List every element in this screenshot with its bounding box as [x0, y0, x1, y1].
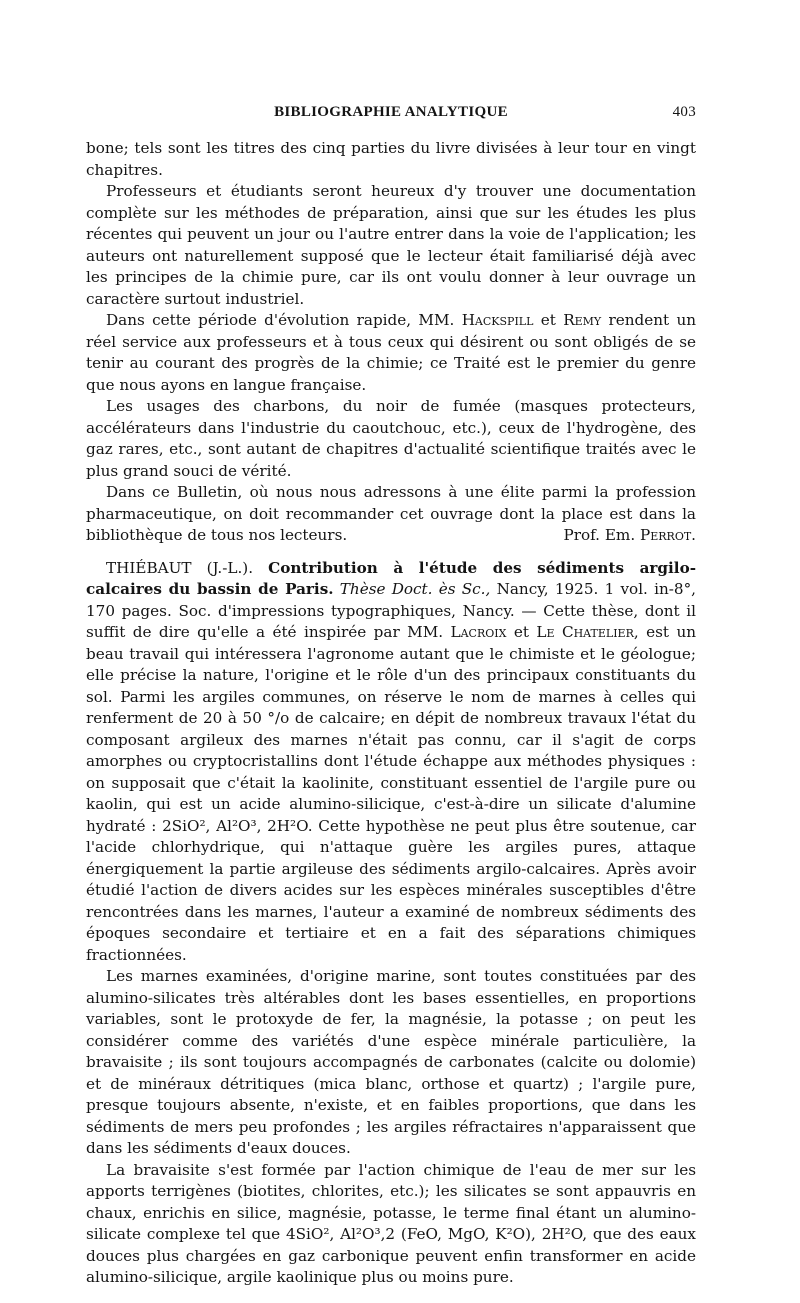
review2-thesis: Thèse Doct. ès Sc., — [339, 580, 491, 598]
review2-title: Contribution à l'étude des sédiments argilo-calcaires du bassin de Paris. — [86, 558, 697, 598]
review1-paragraph-4: Les usages des charbons, du noir de fumée (masques protecteurs, accélérateurs dans l'industrie du caoutchouc, etc.), ceux de l'hydrogène, des gaz rares, etc., sont autant de chapitres d'actualité scientifique traités avec le plus grand souci de vérité. — [86, 397, 696, 480]
signature-prefix: Prof. Em. — [563, 526, 636, 544]
review1-paragraph-3 — [86, 310, 696, 396]
author-name-hackspill: Hackspill — [461, 311, 534, 329]
reviewer-signature — [543, 525, 696, 547]
review1-paragraph-5 — [86, 482, 696, 547]
signature-name: Perrot. — [640, 526, 696, 544]
review2-p1-text-b: et — [513, 623, 529, 641]
review1-p3-text-a: Dans cette période d'évolution rapide, MM. — [106, 311, 455, 329]
page-body — [86, 138, 696, 1289]
running-title: BIBLIOGRAPHIE ANALYTIQUE — [274, 104, 508, 120]
review2-paragraph-3: La bravaisite s'est formée par l'action chimique de l'eau de mer sur les apports terrigènes (biotites, chlorites, etc.); les silicates se sont appauvris en chaux, enrichis en silice, magnésie, potasse, le terme final étant un alumino-silicate complexe tel que 4SiO², Al²O³,2 (FeO, MgO, K²O), 2H²O, que des eaux douces plus chargées en gaz carbonique peuvent enfin transformer en acide alumino-silicique, argile kaolinique plus ou moins pure. — [86, 1160, 696, 1286]
author-name-le-chatelier: Le Chatelier — [536, 623, 634, 641]
review2-author: THIÉBAUT (J.-L.). — [106, 558, 254, 577]
review1-paragraph-2: Professeurs et étudiants seront heureux d'y trouver une documentation complète sur les méthodes de préparation, ainsi que sur les études les plus récentes qui peuvent un jour ou l'autre entrer dans la voie de l'application; les auteurs ont naturellement supposé que le lecteur était familiarisé déjà avec les principes de la chimie pure, car ils ont voulu donner à leur ouvrage un caractère surtout industriel. — [86, 182, 696, 308]
review1-p3-text-b: et — [540, 311, 556, 329]
review2-paragraph-2: Les marnes examinées, d'origine marine, sont toutes constituées par des alumino-silicates très altérables dont les bases essentielles, en proportions variables, sont le protoxyde de fer, la magnésie, la potasse ; on peut les considérer comme des variétés d'une espèce minérale particulière, la bravaisite ; ils sont toujours accompagnés de carbonates (calcite ou dolomie) et de minéraux détritiques (mica blanc, orthose et quartz) ; l'argile pure, presque toujours absente, n'existe, et en faibles proportions, que dans les sédiments de mers peu profondes ; les argiles réfractaires n'apparaissent que dans les sédiments d'eaux douces. — [86, 967, 696, 1157]
author-name-lacroix: Lacroix — [450, 623, 507, 641]
review1-p5-text: Dans ce Bulletin, où nous nous adressons à une élite parmi la profession pharmaceutique, on doit recommander cet ouvrage dont la place est dans la bibliothèque de tous nos lecteurs. — [86, 483, 696, 544]
review1-paragraph-1: bone; tels sont les titres des cinq parties du livre divisées à leur tour en vingt chapitres. — [86, 139, 696, 179]
review1-p3-text-c: rendent un réel service aux professeurs et à tous ceux qui désirent ou sont obligés de se tenir au courant des progrès de la chimie; ce Traité est le premier du genre que nous ayons en langue française. — [86, 311, 697, 394]
author-name-remy: Remy — [563, 311, 602, 329]
review2-paragraph-1 — [86, 558, 696, 967]
review2-p1-text-a: Nancy, 1925. 1 vol. in-8°, 170 pages. Soc. d'impressions typographiques, Nancy. — Cette thèse, dont il suffit de dire qu'elle a été inspirée par MM. — [86, 580, 696, 641]
page-number: 403 — [672, 104, 696, 120]
page-header — [86, 104, 696, 128]
review2-p1-text-c: , est un beau travail qui intéressera l'agronome autant que le chimiste et le géologue; elle précise la nature, l'origine et le rôle d'un des principaux constituants du sol. Parmi les argiles communes, on réserve le nom de marnes à celles qui renferment de 20 à 50 °/o de calcaire; en dépit de nombreux travaux l'état du composant argileux des marnes n'était pas connu, car il s'agit de corps amorphes ou cryptocristallins dont l'étude échappe aux méthodes physiques : on supposait que c'était la kaolinite, constituant essentiel de l'argile pure ou kaolin, qui est un acide alumino-silicique, c'est-à-dire un silicate d'alumine hydraté : 2SiO², Al²O³, 2H²O. Cette hypothèse ne peut plus être soutenue, car l'acide chlorhydrique, qui n'attaque guère les argiles pures, attaque énergiquement la partie argileuse des sédiments argilo-calcaires. Après avoir étudié l'action de divers acides sur les espèces minérales susceptibles d'être rencontrées dans les marnes, l'auteur a examiné de nombreux sédiments des époques secondaire et tertiaire et en a fait des séparations chimiques fractionnées. — [86, 623, 697, 964]
